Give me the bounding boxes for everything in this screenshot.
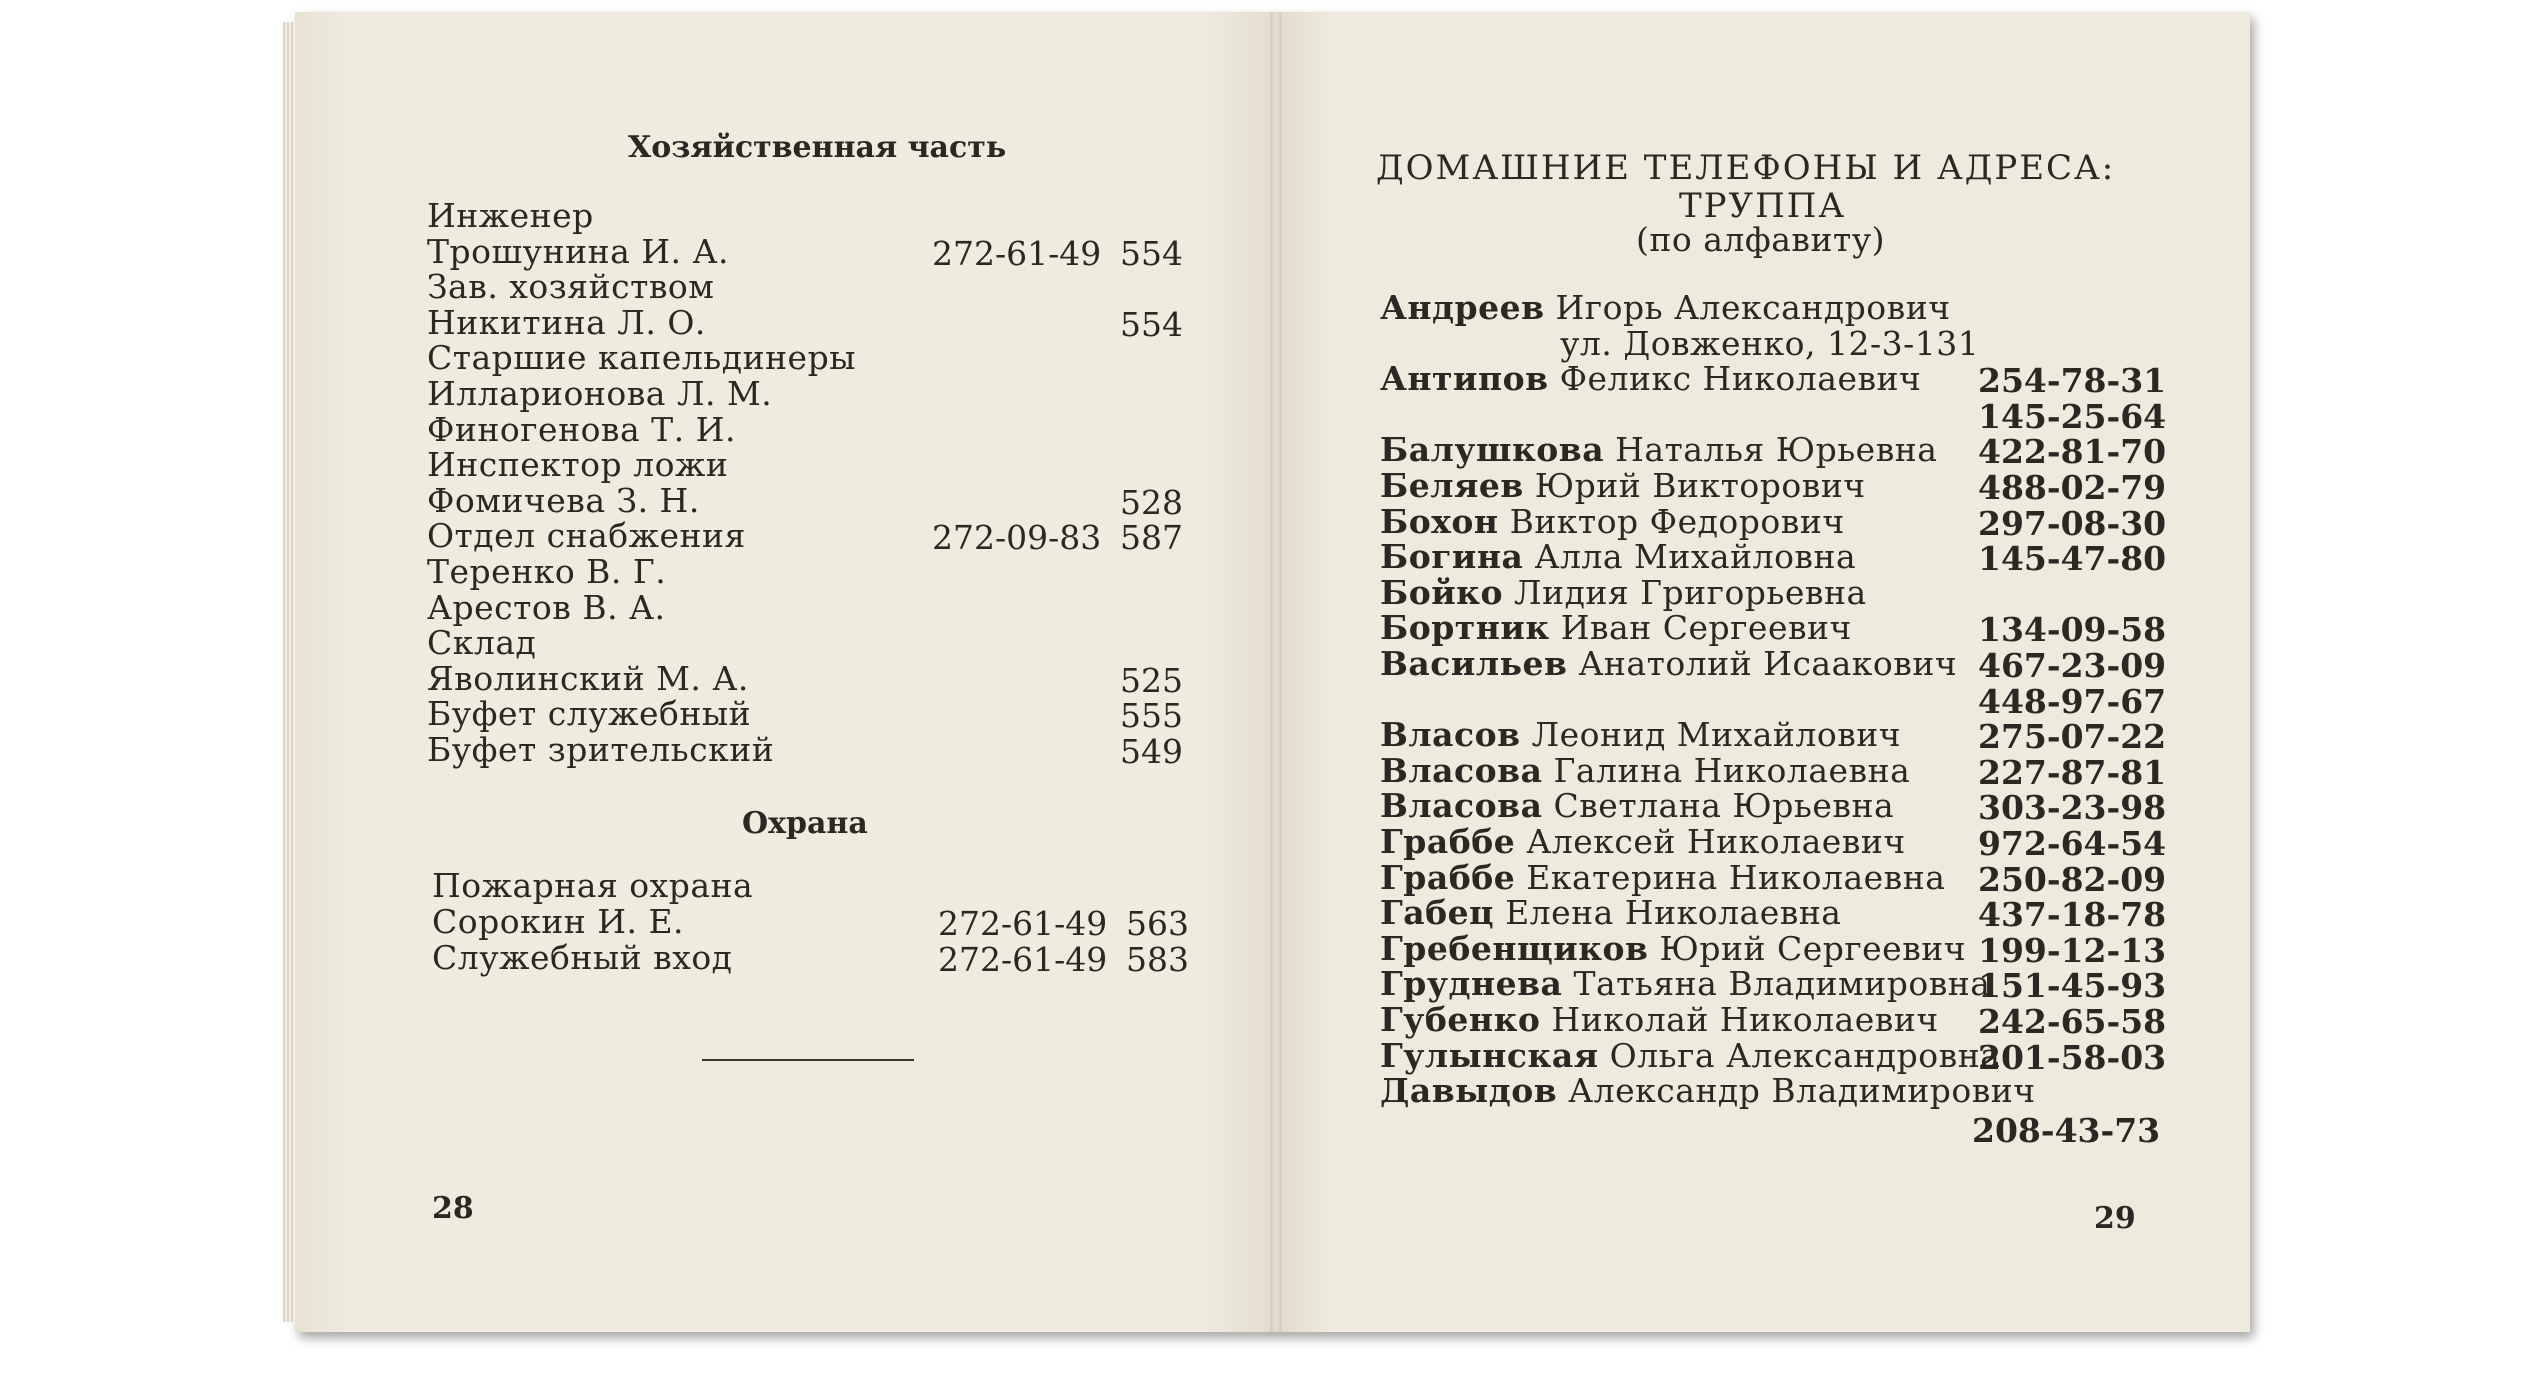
entry-phone: 488-02-79 bbox=[1978, 468, 2167, 507]
entry-label: Финогенова Т. И. bbox=[427, 410, 736, 449]
entry-name bbox=[1380, 788, 1894, 824]
entry-phone: 134-09-58 bbox=[1978, 610, 2167, 649]
entry-label: Пожарная охрана bbox=[432, 866, 754, 905]
entry-phone: 467-23-09 bbox=[1978, 646, 2167, 685]
entry-phone: 272-61-49 bbox=[932, 234, 1102, 273]
book-spine bbox=[1270, 12, 1282, 1332]
entry-surname: Андреев bbox=[1380, 288, 1545, 327]
entry-given-name: Феликс Николаевич bbox=[1559, 359, 1922, 398]
entry-name bbox=[1380, 824, 1906, 860]
entry-surname: Габец bbox=[1380, 893, 1495, 932]
entry-given-name: Лидия Григорьевна bbox=[1514, 573, 1867, 612]
entry-given-name: Иван Сергеевич bbox=[1560, 608, 1852, 647]
section-title-household: Хозяйственная часть bbox=[628, 130, 1007, 165]
entry-label: Фомичева З. Н. bbox=[427, 481, 700, 520]
entry-given-name: Николай Николаевич bbox=[1551, 1000, 1939, 1039]
entry-extension: 525 bbox=[1120, 661, 1183, 700]
entry-surname: Власов bbox=[1380, 715, 1521, 754]
entry-name bbox=[1380, 860, 1945, 896]
entry-extension: 549 bbox=[1120, 732, 1183, 771]
entry-name bbox=[1380, 539, 1856, 575]
entry-surname: Бортник bbox=[1380, 608, 1550, 647]
entry-name bbox=[1380, 966, 1990, 1002]
entry-phone: 227-87-81 bbox=[1978, 753, 2167, 792]
entry-phone: 272-61-49 bbox=[938, 940, 1108, 979]
entry-phone: 208-43-73 bbox=[1972, 1111, 2161, 1150]
entry-label: Склад bbox=[427, 623, 537, 662]
entry-given-name: Виктор Федорович bbox=[1509, 502, 1845, 541]
entry-given-name: Галина Николаевна bbox=[1553, 751, 1911, 790]
section-title-security: Охрана bbox=[742, 806, 868, 841]
entry-phone: 272-09-83 bbox=[932, 518, 1102, 557]
page-number-right: 29 bbox=[2094, 1201, 2136, 1236]
entry-phone: 242-65-58 bbox=[1978, 1002, 2167, 1041]
entry-surname: Бойко bbox=[1380, 573, 1504, 612]
entry-name bbox=[1380, 895, 1841, 931]
entry-name bbox=[1380, 468, 1866, 504]
entry-address bbox=[1560, 326, 1979, 362]
entry-phone: 145-47-80 bbox=[1978, 539, 2167, 578]
entry-given-name: Игорь Александрович bbox=[1555, 288, 1951, 327]
entry-label: Отдел снабжения bbox=[427, 516, 746, 555]
entry-name bbox=[1380, 1002, 1939, 1038]
entry-label: Сорокин И. Е. bbox=[432, 902, 685, 941]
entry-surname: Бохон bbox=[1380, 502, 1499, 541]
entry-name bbox=[1380, 575, 1867, 611]
entry-given-name: ул. Довженко, 12-3-131 bbox=[1560, 324, 1980, 363]
entry-given-name: Елена Николаевна bbox=[1505, 893, 1842, 932]
entry-extension: 587 bbox=[1120, 518, 1183, 557]
entry-surname: Власова bbox=[1380, 786, 1543, 825]
entry-label: Зав. хозяйством bbox=[427, 267, 715, 306]
entry-given-name: Светлана Юрьевна bbox=[1553, 786, 1895, 825]
entry-label: Буфет зрительский bbox=[427, 730, 775, 769]
entry-surname: Власова bbox=[1380, 751, 1543, 790]
entry-label: Яволинский М. А. bbox=[427, 659, 749, 698]
entry-given-name: Анатолий Исаакович bbox=[1578, 644, 1958, 683]
entry-extension: 528 bbox=[1120, 483, 1183, 522]
entry-name bbox=[1380, 432, 1937, 468]
entry-extension: 555 bbox=[1120, 696, 1183, 735]
right-title-line3: (по алфавиту) bbox=[1636, 220, 1885, 259]
entry-label: Трошунина И. А. bbox=[427, 232, 729, 271]
entry-surname: Граббе bbox=[1380, 858, 1516, 897]
entry-given-name: Юрий Викторович bbox=[1534, 466, 1866, 505]
entry-extension: 583 bbox=[1126, 940, 1189, 979]
entry-label: Никитина Л. О. bbox=[427, 303, 706, 342]
entry-given-name: Леонид Михайлович bbox=[1531, 715, 1902, 754]
entry-given-name: Татьяна Владимировна bbox=[1573, 964, 1991, 1003]
entry-extension: 554 bbox=[1120, 305, 1183, 344]
divider-line bbox=[702, 1059, 914, 1061]
entry-surname: Давыдов bbox=[1380, 1071, 1558, 1110]
entry-extension: 563 bbox=[1126, 904, 1189, 943]
entry-phone: 199-12-13 bbox=[1978, 931, 2167, 970]
entry-extension: 554 bbox=[1120, 234, 1183, 273]
entry-surname: Васильев bbox=[1380, 644, 1568, 683]
entry-given-name: Екатерина Николаевна bbox=[1526, 858, 1946, 897]
entry-phone: 972-64-54 bbox=[1978, 824, 2167, 863]
entry-name bbox=[1380, 717, 1901, 753]
entry-label: Инженер bbox=[427, 196, 594, 235]
right-title-line1: ДОМАШНИЕ ТЕЛЕФОНЫ И АДРЕСА: bbox=[1376, 148, 2116, 188]
entry-name bbox=[1380, 646, 1957, 682]
entry-phone: 145-25-64 bbox=[1978, 397, 2167, 436]
entry-name bbox=[1380, 931, 1966, 967]
entry-phone: 448-97-67 bbox=[1978, 682, 2167, 721]
entry-label: Буфет служебный bbox=[427, 694, 752, 733]
page-number-left: 28 bbox=[432, 1191, 474, 1226]
entry-name bbox=[1380, 504, 1845, 540]
entry-surname: Гулынская bbox=[1380, 1036, 1599, 1075]
entry-given-name: Юрий Сергеевич bbox=[1659, 929, 1967, 968]
entry-surname: Граббе bbox=[1380, 822, 1516, 861]
entry-phone: 254-78-31 bbox=[1978, 361, 2167, 400]
entry-phone: 297-08-30 bbox=[1978, 504, 2167, 543]
entry-name bbox=[1380, 610, 1852, 646]
entry-given-name: Александр Владимирович bbox=[1568, 1071, 2036, 1110]
entry-phone: 201-58-03 bbox=[1978, 1038, 2167, 1077]
entry-given-name: Ольга Александровна bbox=[1609, 1036, 2001, 1075]
entry-name bbox=[1380, 361, 1921, 397]
entry-phone: 250-82-09 bbox=[1978, 860, 2167, 899]
entry-given-name: Алексей Николаевич bbox=[1526, 822, 1906, 861]
entry-phone: 437-18-78 bbox=[1978, 895, 2167, 934]
entry-name bbox=[1380, 1038, 2000, 1074]
entry-surname: Беляев bbox=[1380, 466, 1524, 505]
entry-name bbox=[1380, 753, 1910, 789]
entry-surname: Губенко bbox=[1380, 1000, 1541, 1039]
entry-label: Илларионова Л. М. bbox=[427, 374, 773, 413]
entry-name bbox=[1380, 1073, 2036, 1109]
entry-given-name: Наталья Юрьевна bbox=[1615, 430, 1938, 469]
entry-given-name: Алла Михайловна bbox=[1534, 537, 1857, 576]
entry-surname: Груднева bbox=[1380, 964, 1563, 1003]
right-title-line2: ТРУППА bbox=[1679, 186, 1847, 226]
entry-surname: Антипов bbox=[1380, 359, 1549, 398]
entry-surname: Балушкова bbox=[1380, 430, 1605, 469]
entry-label: Служебный вход bbox=[432, 938, 733, 977]
entry-phone: 151-45-93 bbox=[1978, 966, 2167, 1005]
entry-phone: 275-07-22 bbox=[1978, 717, 2167, 756]
entry-label: Теренко В. Г. bbox=[427, 552, 667, 591]
entry-label: Арестов В. А. bbox=[427, 588, 666, 627]
entry-label: Старшие капельдинеры bbox=[427, 338, 856, 377]
entry-surname: Гребенщиков bbox=[1380, 929, 1649, 968]
entry-surname: Богина bbox=[1380, 537, 1524, 576]
entry-phone: 422-81-70 bbox=[1978, 432, 2167, 471]
entry-label: Инспектор ложи bbox=[427, 445, 729, 484]
entry-name bbox=[1380, 290, 1951, 326]
entry-phone: 272-61-49 bbox=[938, 904, 1108, 943]
entry-phone: 303-23-98 bbox=[1978, 788, 2167, 827]
